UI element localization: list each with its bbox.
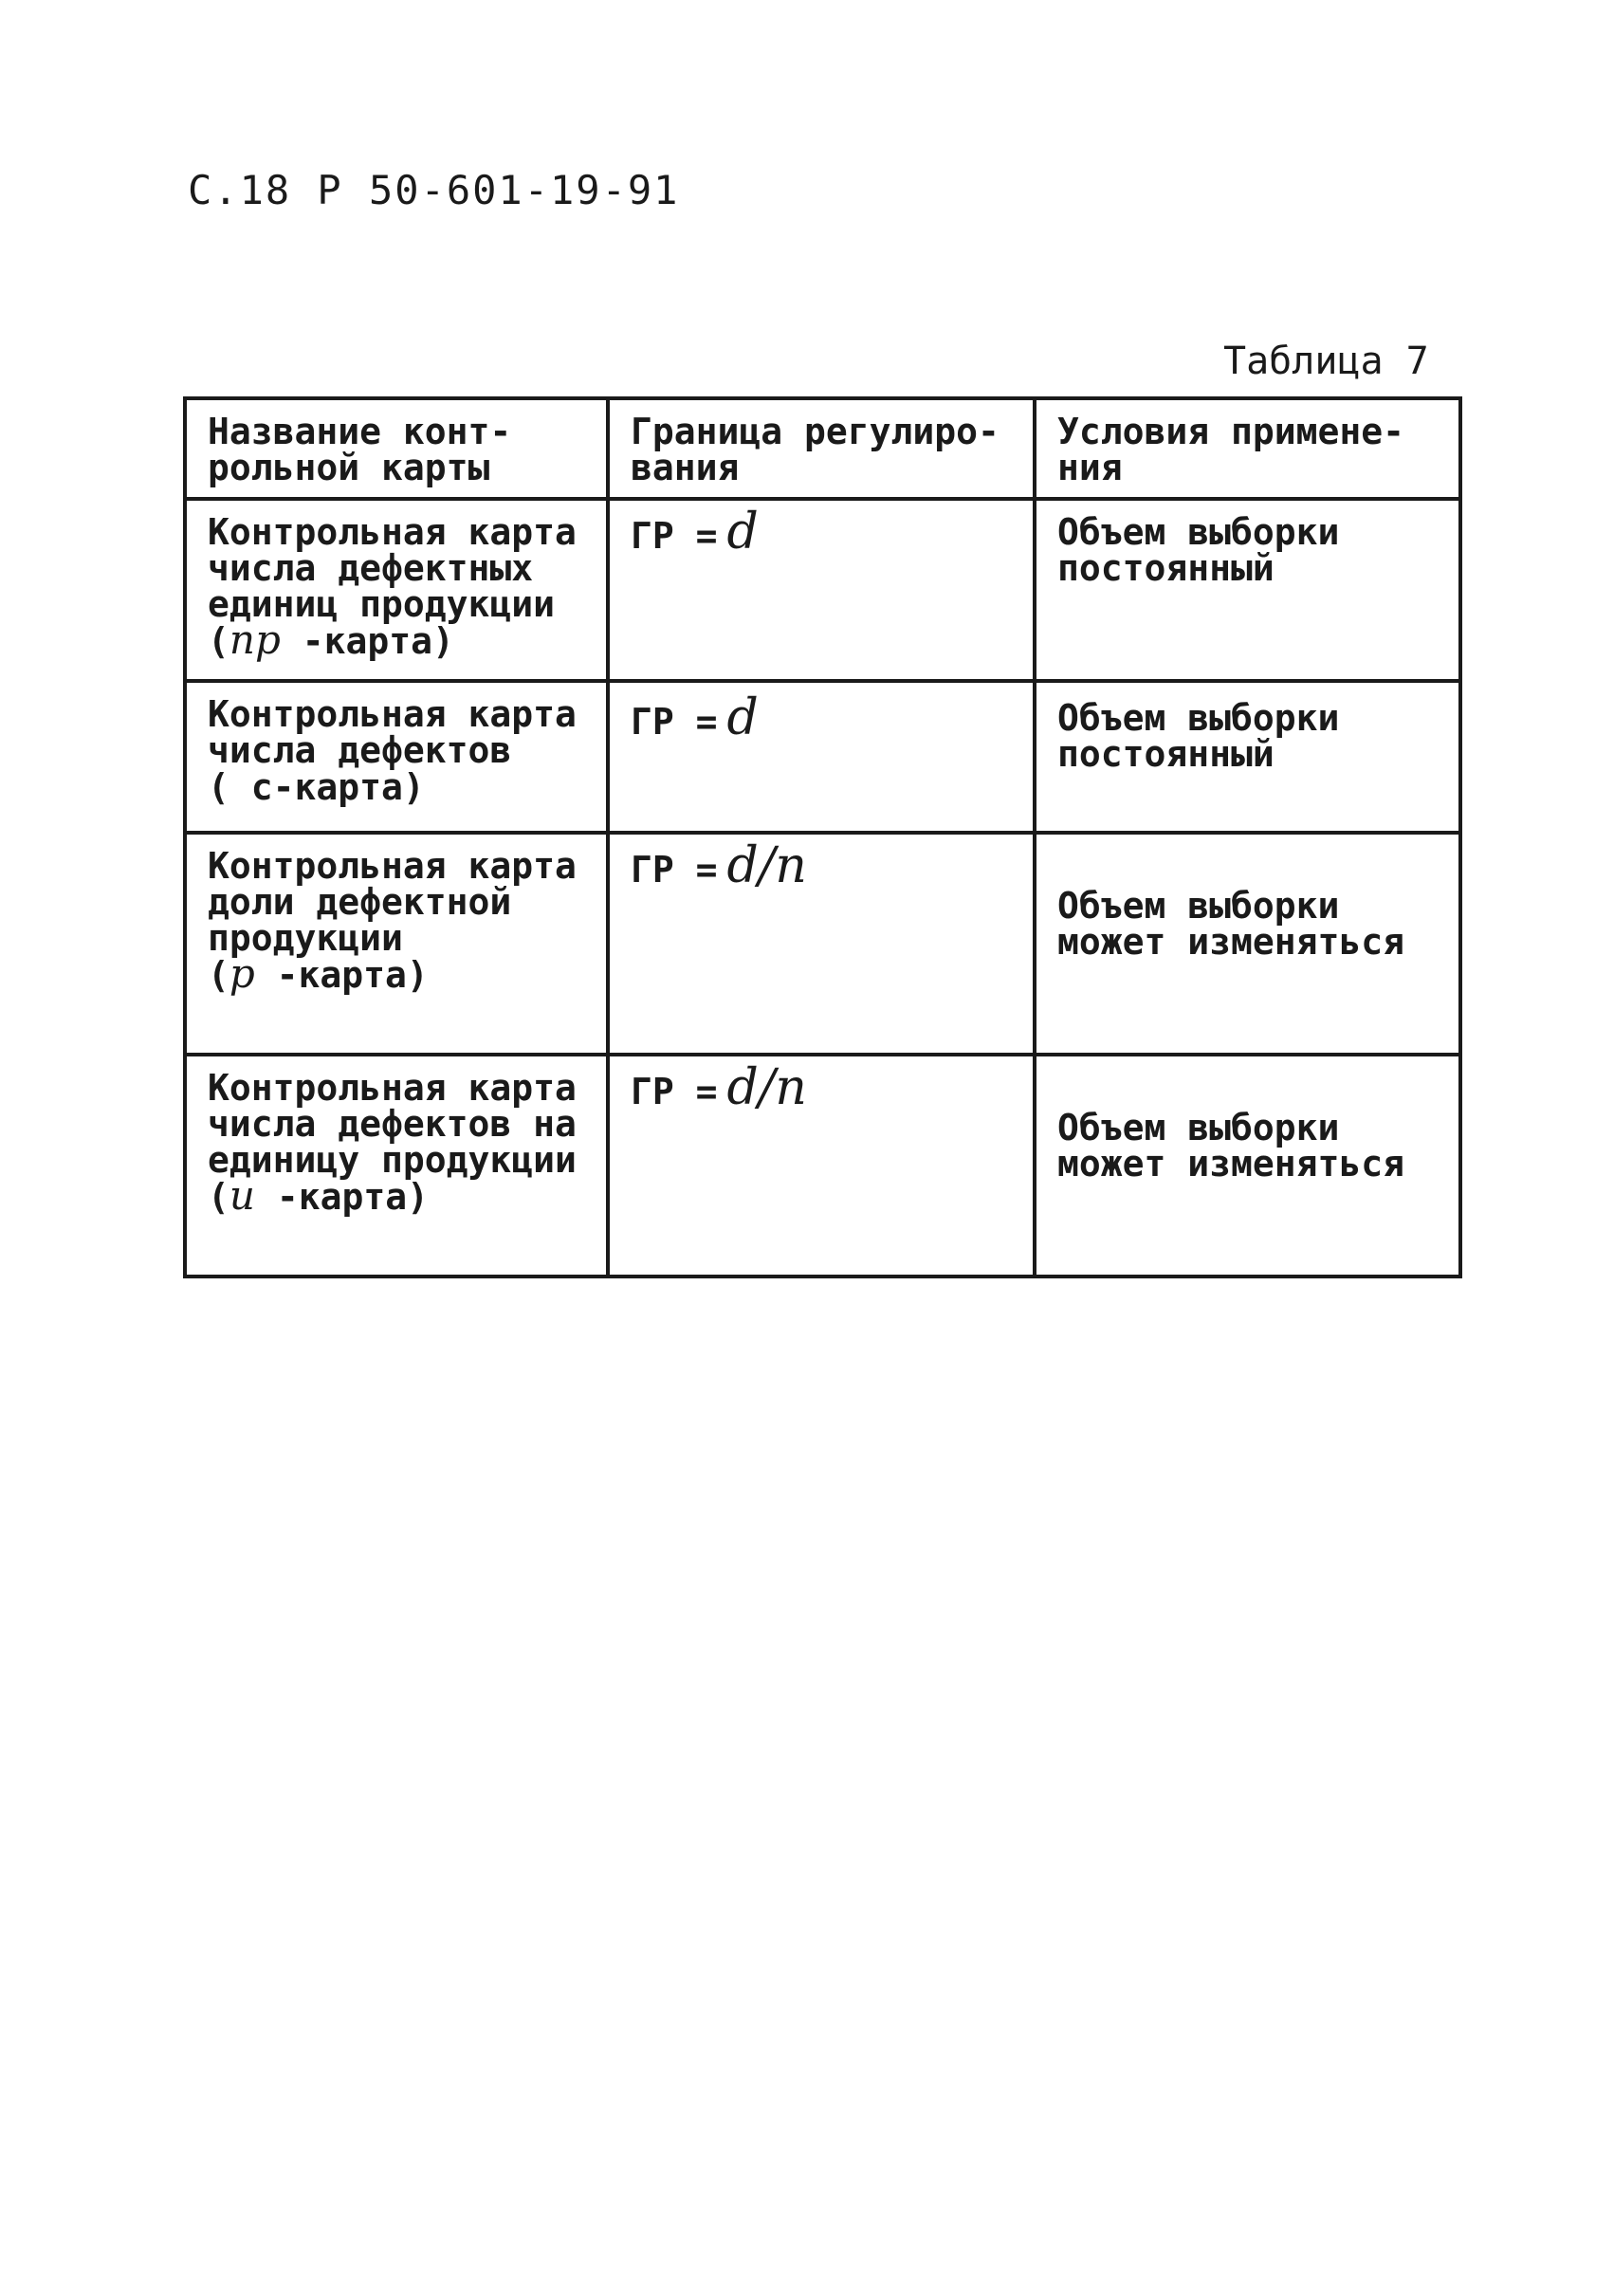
- control-limit-cell: [608, 1055, 1035, 1277]
- column-header-conditions-line-1: Условия примене-: [1057, 411, 1405, 452]
- chart-name-cell: [185, 833, 608, 1055]
- page-header: С.18 Р 50-601-19-91: [188, 167, 680, 213]
- condition-line: может изменяться: [1057, 1143, 1405, 1185]
- limit-formula: d/n: [726, 837, 807, 894]
- conditions-cell: [1035, 833, 1460, 1055]
- column-header-limit-line-2: вания: [631, 447, 740, 488]
- column-header-name-line-1: Название конт-: [208, 411, 512, 452]
- chart-suffix: ( с-карта): [208, 766, 425, 808]
- control-limit-cell: [608, 499, 1035, 681]
- control-charts-table: [183, 396, 1462, 1278]
- table-row: [185, 681, 1460, 833]
- chart-symbol: p: [229, 950, 255, 997]
- column-header-name: [185, 398, 608, 499]
- chart-name-line: Контрольная карта: [208, 845, 577, 887]
- chart-name-line: продукции: [208, 917, 403, 959]
- control-limit-cell: [608, 681, 1035, 833]
- column-header-conditions-line-2: ния: [1057, 447, 1123, 488]
- condition-line: может изменяться: [1057, 921, 1405, 963]
- table-label: Таблица 7: [1223, 340, 1429, 383]
- gr-label: ГР =: [631, 701, 718, 743]
- control-limit-cell: [608, 833, 1035, 1055]
- conditions-cell: [1035, 1055, 1460, 1277]
- chart-name-line: Контрольная карта: [208, 1067, 577, 1109]
- chart-suffix: -карта): [254, 1176, 429, 1218]
- gr-label: ГР =: [631, 1071, 718, 1112]
- limit-formula: d: [726, 689, 759, 746]
- limit-formula: d: [726, 504, 759, 560]
- chart-name-line: единиц продукции: [208, 583, 556, 625]
- table-header-row: [185, 398, 1460, 499]
- gr-label: ГР =: [631, 515, 718, 557]
- chart-name-line: (p -карта): [208, 950, 429, 997]
- chart-symbol: u: [229, 1172, 255, 1219]
- chart-suffix: -карта): [280, 620, 454, 662]
- chart-name-cell: [185, 681, 608, 833]
- chart-name-cell: [185, 499, 608, 681]
- condition-line: постоянный: [1057, 547, 1275, 589]
- chart-name-line: числа дефектов на: [208, 1103, 577, 1145]
- table-row: [185, 499, 1460, 681]
- conditions-cell: [1035, 681, 1460, 833]
- conditions-cell: [1035, 499, 1460, 681]
- limit-formula: d/n: [726, 1059, 807, 1116]
- chart-name-cell: [185, 1055, 608, 1277]
- condition-line: Объем выборки: [1057, 1107, 1340, 1148]
- chart-suffix: -карта): [254, 954, 429, 996]
- column-header-conditions: [1035, 398, 1460, 499]
- chart-name-line: числа дефектных: [208, 547, 534, 589]
- chart-name-line: (u -карта): [208, 1172, 429, 1219]
- condition-line: постоянный: [1057, 733, 1275, 775]
- column-header-limit: [608, 398, 1035, 499]
- chart-name-line: [208, 766, 589, 808]
- chart-name-line: Контрольная карта: [208, 693, 577, 735]
- chart-name-line: Контрольная карта: [208, 511, 577, 553]
- chart-name-line: доли дефектной: [208, 881, 512, 923]
- column-header-name-line-2: рольной карты: [208, 447, 490, 488]
- column-header-limit-line-1: Граница регулиро-: [631, 411, 1000, 452]
- chart-name-line: (np -карта): [208, 616, 454, 663]
- table-row: [185, 833, 1460, 1055]
- chart-name-line: единицу продукции: [208, 1139, 577, 1181]
- table-row: [185, 1055, 1460, 1277]
- condition-line: Объем выборки: [1057, 511, 1340, 553]
- chart-symbol: np: [229, 616, 281, 663]
- gr-label: ГР =: [631, 849, 718, 891]
- condition-line: Объем выборки: [1057, 885, 1340, 927]
- chart-name-line: числа дефектов: [208, 729, 512, 771]
- condition-line: Объем выборки: [1057, 697, 1340, 739]
